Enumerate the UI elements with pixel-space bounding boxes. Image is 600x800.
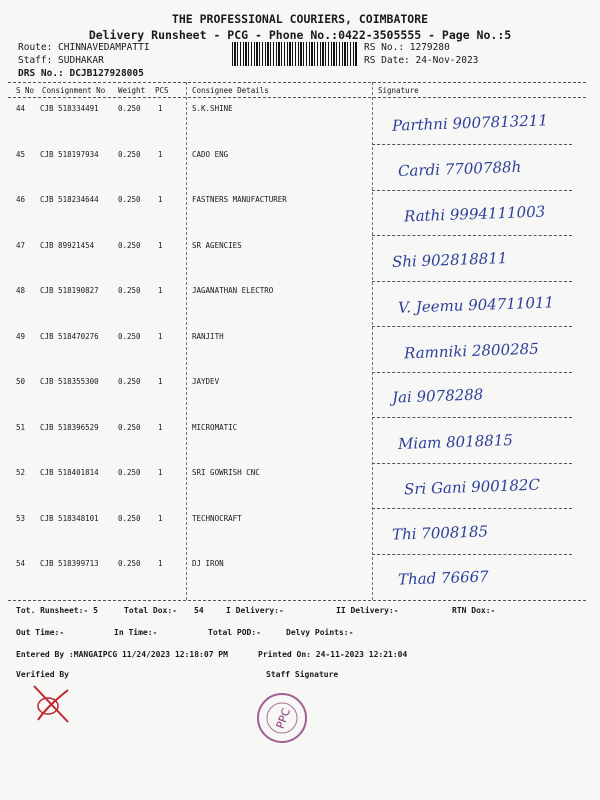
handwritten-signature: Ramniki 2800285 xyxy=(403,339,540,362)
col-sno: S No xyxy=(16,86,35,95)
total-pod: Total POD:- xyxy=(208,628,261,637)
company-title: THE PROFESSIONAL COURIERS, COIMBATORE xyxy=(171,12,429,26)
handwritten-signature: Thi 7008185 xyxy=(391,521,489,544)
row-consignee: JAGANATHAN ELECTRO xyxy=(192,286,274,295)
signature-divider xyxy=(372,144,572,145)
handwritten-signature: Jai 9078288 xyxy=(391,385,484,407)
row-consignee: SR AGENCIES xyxy=(192,240,242,250)
row-pcs: 1 xyxy=(158,468,163,477)
row-weight: 0.250 xyxy=(118,286,141,295)
total-dox-value: 54 xyxy=(194,606,204,615)
handwritten-signature: Shi 902818811 xyxy=(391,248,508,271)
row-consignment-no: CJB 518190827 xyxy=(40,286,99,295)
ii-delivery: II Delivery:- xyxy=(336,606,399,615)
row-consignment-no: CJB 518348101 xyxy=(40,513,99,523)
handwritten-signature: Thad 76667 xyxy=(397,567,489,589)
divider xyxy=(8,600,586,601)
table-row xyxy=(0,559,600,604)
handwritten-signature: V. Jeemu 904711011 xyxy=(397,293,555,317)
verified-signature-mark xyxy=(28,682,78,726)
row-consignee: JAYDEV xyxy=(192,377,220,386)
route-label: Route: CHINNAVEDAMPATTI xyxy=(18,42,150,53)
signature-divider xyxy=(372,235,572,236)
row-weight: 0.250 xyxy=(118,331,141,341)
row-consignment-no: CJB 518234644 xyxy=(40,195,99,204)
row-consignment-no: CJB 89921454 xyxy=(40,240,95,250)
signature-divider xyxy=(372,372,572,373)
ppc-stamp xyxy=(254,690,310,746)
signature-divider xyxy=(372,508,572,509)
total-dox-label: Total Dox:- xyxy=(124,606,177,615)
row-consignee: S.K.SHINE xyxy=(192,104,233,113)
row-weight: 0.250 xyxy=(118,422,141,432)
handwritten-signature: Parthni 9007813211 xyxy=(391,111,549,135)
row-sno: 54 xyxy=(16,559,26,568)
tot-runsheet: Tot. Runsheet:- 5 xyxy=(16,606,98,615)
signature-divider xyxy=(372,281,572,282)
col-weight: Weight xyxy=(118,86,146,95)
entry-line xyxy=(0,650,600,664)
row-consignee: SRI GOWRISH CNC xyxy=(192,468,260,477)
row-sno: 44 xyxy=(16,104,26,113)
entered-by: Entered By :MANGAIPCG 11/24/2023 12:18:07 PM xyxy=(16,650,228,659)
row-pcs: 1 xyxy=(158,331,163,341)
row-sno: 50 xyxy=(16,377,26,386)
barcode-image xyxy=(232,42,358,66)
row-weight: 0.250 xyxy=(118,149,141,159)
table-row xyxy=(0,286,600,331)
signature-divider xyxy=(372,326,572,327)
row-pcs: 1 xyxy=(158,149,163,159)
row-pcs: 1 xyxy=(158,559,163,568)
row-weight: 0.250 xyxy=(118,377,141,386)
handwritten-signature: Sri Gani 900182C xyxy=(403,475,541,499)
signature-divider xyxy=(372,417,572,418)
row-consignee: RANJITH xyxy=(192,331,224,341)
row-consignment-no: CJB 518197934 xyxy=(40,149,99,159)
table-row xyxy=(0,195,600,240)
row-sno: 48 xyxy=(16,286,26,295)
table-row xyxy=(0,104,600,149)
rtn-dox: RTN Dox:- xyxy=(452,606,496,615)
row-weight: 0.250 xyxy=(118,104,141,113)
handwritten-signature: Miam 8018815 xyxy=(397,430,514,453)
table-row xyxy=(0,377,600,422)
table-row xyxy=(0,150,600,195)
row-weight: 0.250 xyxy=(118,468,141,477)
printed-on: Printed On: 24-11-2023 12:21:04 xyxy=(258,650,408,659)
row-consignment-no: CJB 518396529 xyxy=(40,422,99,432)
divider xyxy=(8,82,586,83)
row-weight: 0.250 xyxy=(118,513,141,523)
verified-by-label: Verified By xyxy=(16,670,69,679)
table-row xyxy=(0,468,600,513)
signature-divider xyxy=(372,554,572,555)
row-pcs: 1 xyxy=(158,513,163,523)
table-row xyxy=(0,423,600,468)
row-consignee: TECHNOCRAFT xyxy=(192,513,242,523)
col-pcs: PCS xyxy=(155,86,169,95)
col-consignment: Consignment No xyxy=(42,86,106,95)
row-consignment-no: CJB 518334491 xyxy=(40,104,99,113)
delvy-points: Delvy Points:- xyxy=(286,628,354,637)
row-weight: 0.250 xyxy=(118,240,141,250)
runsheet-title: Delivery Runsheet - PCG - Phone No.:0422-3505555 - Page No.:5 xyxy=(88,28,512,42)
staff-label: Staff: SUDHAKAR xyxy=(18,55,104,66)
table-row xyxy=(0,332,600,377)
rs-no-label: RS No.: 1279280 xyxy=(364,42,450,53)
i-delivery: I Delivery:- xyxy=(226,606,284,615)
row-consignment-no: CJB 518355300 xyxy=(40,377,99,386)
table-row xyxy=(0,514,600,559)
row-sno: 51 xyxy=(16,422,26,432)
out-time: Out Time:- xyxy=(16,628,65,637)
row-pcs: 1 xyxy=(158,422,163,432)
row-sno: 49 xyxy=(16,331,26,341)
row-pcs: 1 xyxy=(158,104,163,113)
row-pcs: 1 xyxy=(158,377,163,386)
totals-line xyxy=(0,606,600,620)
row-sno: 53 xyxy=(16,513,26,523)
row-sno: 46 xyxy=(16,195,26,204)
staff-signature-label: Staff Signature xyxy=(266,670,339,679)
row-weight: 0.250 xyxy=(118,195,141,204)
row-sno: 52 xyxy=(16,468,26,477)
signature-divider xyxy=(372,190,572,191)
row-sno: 45 xyxy=(16,149,26,159)
row-consignment-no: CJB 518401814 xyxy=(40,468,99,477)
in-time: In Time:- xyxy=(114,628,158,637)
stamp-text: PPC xyxy=(273,706,294,731)
row-consignee: MICROMATIC xyxy=(192,422,238,432)
row-pcs: 1 xyxy=(158,195,163,204)
times-line xyxy=(0,628,600,642)
row-weight: 0.250 xyxy=(118,559,141,568)
row-consignee: FASTNERS MANUFACTURER xyxy=(192,195,287,204)
row-consignee: CADO ENG xyxy=(192,149,229,159)
col-consignee: Consignee Details xyxy=(192,86,269,95)
row-sno: 47 xyxy=(16,240,26,250)
drs-label: DRS No.: DCJB127928005 xyxy=(18,68,144,79)
row-consignee: DJ IRON xyxy=(192,559,224,568)
col-signature: Signature xyxy=(378,86,419,95)
rs-date-label: RS Date: 24-Nov-2023 xyxy=(364,55,479,66)
row-consignment-no: CJB 518399713 xyxy=(40,559,99,568)
handwritten-signature: Cardi 7700788h xyxy=(397,157,522,180)
table-row xyxy=(0,241,600,286)
row-pcs: 1 xyxy=(158,286,163,295)
row-pcs: 1 xyxy=(158,240,163,250)
handwritten-signature: Rathi 9994111003 xyxy=(403,202,546,226)
divider xyxy=(8,97,586,98)
signature-divider xyxy=(372,463,572,464)
row-consignment-no: CJB 518470276 xyxy=(40,331,99,341)
